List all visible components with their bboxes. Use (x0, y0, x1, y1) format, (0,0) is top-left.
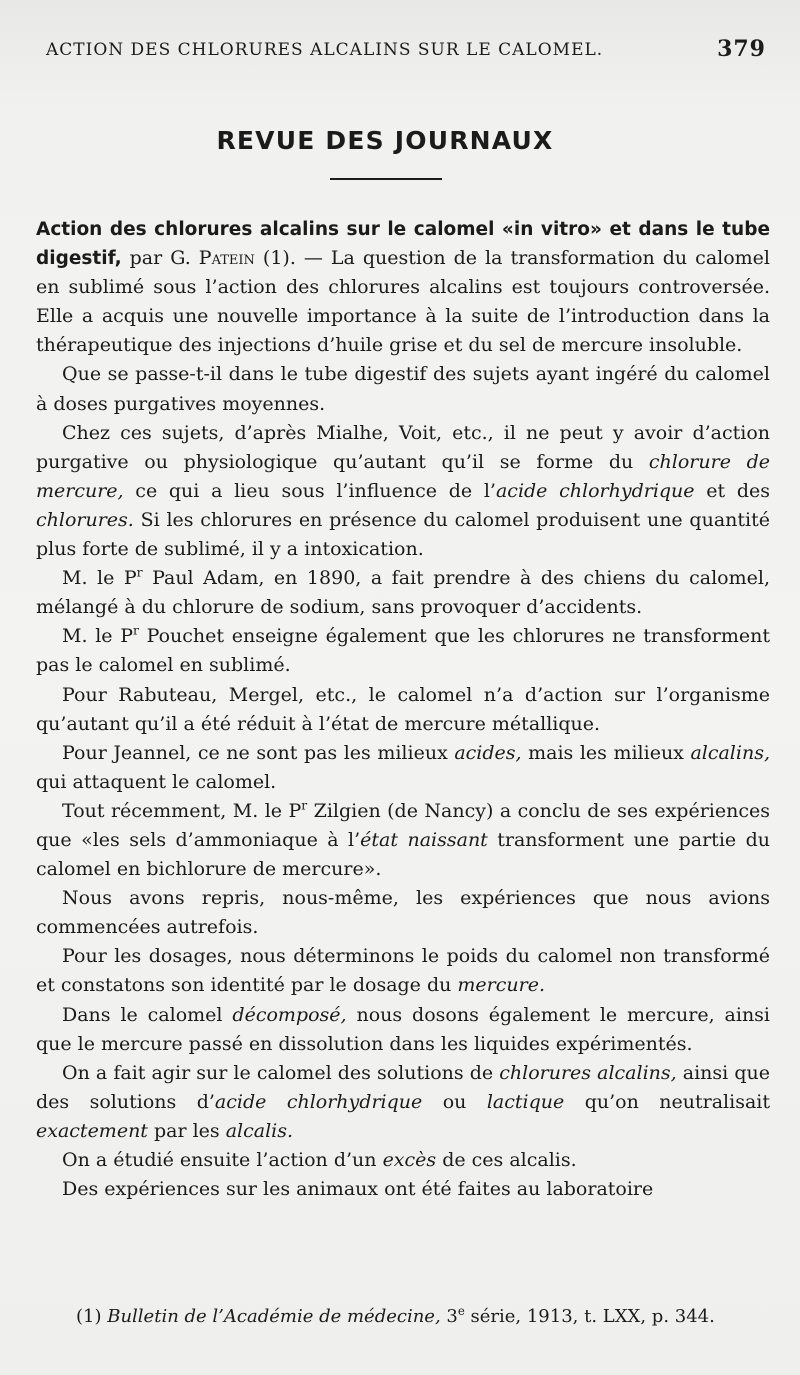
italic-run: alcalins, (690, 741, 770, 764)
article-body (36, 215, 770, 1204)
footnote-details: série, 1913, t. LXX, p. 344. (464, 1306, 715, 1327)
italic-run: alcalis. (225, 1119, 294, 1142)
text-run: qu’on neutralisait (564, 1090, 770, 1113)
title-rule (330, 178, 442, 180)
text-run: de ces alcalis. (436, 1149, 577, 1171)
paragraph-9: Nous avons repris, nous-même, les expériences que nous avions commencées autrefois. (36, 887, 770, 939)
article-title: Action des chlorures alcalins sur le calomel «in vitro» et dans le tube digestif, (36, 219, 770, 270)
text-run: Chez ces sujets, d’après Mialhe, Voit, etc., il ne peut y avoir d’action purgative ou physiologique qu’autant qu’il se forme du (36, 421, 770, 473)
paragraph-11 (36, 1001, 770, 1059)
text-run: Pour les dosages, nous déterminons le poids du calomel non transformé et constatons son identité par le dosage du (36, 945, 770, 997)
byline-prefix: par G. (121, 247, 199, 270)
text-run: nous dosons également le mercure, ainsi que le mercure passé en dissolution dans les liquides expérimentés. (36, 1003, 771, 1055)
italic-run: chlorures alcalins, (499, 1061, 677, 1084)
italic-run: acide chlorhydrique (214, 1090, 423, 1113)
italic-run: décomposé, (232, 1003, 347, 1026)
running-head-title: ACTION DES CHLORURES ALCALINS SUR LE CALOMEL. (46, 40, 604, 60)
italic-run: chlorures. (36, 508, 134, 531)
footnote (76, 1306, 770, 1327)
footnote-source: Bulletin de l’Académie de médecine, (107, 1306, 441, 1327)
text-run: ainsi que des solutions d’ (36, 1061, 770, 1113)
text-run: mais les milieux (521, 741, 691, 764)
italic-run: exactement (36, 1119, 148, 1142)
italic-run: mercure. (457, 974, 545, 997)
text-run: Pouchet enseigne également que les chlorures ne transforment pas le calomel en sublimé. (36, 625, 770, 677)
author-name: Patein (198, 247, 255, 270)
text-run: ce qui a lieu sous l’influence de l’ (123, 479, 496, 502)
paragraph-4 (36, 564, 770, 622)
paragraph-13 (36, 1146, 770, 1175)
italic-run: chlorure de mercure, (36, 450, 770, 502)
text-run: Tout récemment, M. le P (62, 799, 302, 822)
paragraph-6: Pour Rabuteau, Mergel, etc., le calomel n’a d’action sur l’organisme qu’autant qu’il a été réduit à l’état de mercure métallique. (36, 683, 770, 735)
running-head (46, 36, 766, 66)
text-run: Zilgien (de Nancy) a conclu de ses expériences que «les sels d’ammoniaque à l’ (36, 799, 770, 851)
text-run: Dans le calomel (62, 1003, 233, 1026)
italic-run: état naissant (360, 828, 488, 851)
text-run: qui attaquent le calomel. (36, 770, 277, 793)
paragraph-10 (36, 942, 770, 1000)
italic-run: lactique (486, 1090, 565, 1113)
text-run: Pour Jeannel, ce ne sont pas les milieux (62, 741, 455, 764)
footnote-marker: (1) (76, 1306, 108, 1327)
paragraph-5 (36, 622, 770, 680)
text-run: par les (147, 1119, 226, 1142)
text-run: Paul Adam, en 1890, a fait prendre à des chiens du calomel, mélangé à du chlorure de sodium, sans provoquer d’accidents. (36, 567, 770, 619)
italic-run: acides, (454, 741, 522, 764)
section-title: REVUE DES JOURNAUX (216, 126, 554, 155)
text-run: transforment une partie du calomel en bichlorure de mercure». (36, 828, 770, 881)
text-run: ou (422, 1090, 487, 1113)
footnote-superscript: e (457, 1304, 465, 1318)
superscript: r (133, 623, 139, 638)
superscript: r (136, 565, 143, 580)
text-run: M. le P (62, 625, 133, 648)
paragraph-1-text: La question de la transformation du calomel en sublimé sous l’action des chlorures alcalins est toujours controversée. Elle a acquis une nouvelle importance à la suite de l’introduction dans la thérapeutique des injections d’huile grise et du sel de mercure insoluble. (36, 247, 770, 357)
footnote-ref: (1). — (254, 247, 331, 270)
paragraph-12 (36, 1059, 770, 1146)
paragraph-7 (36, 739, 770, 797)
paragraph-14: Des expériences sur les animaux ont été faites au laboratoire (62, 1178, 654, 1201)
text-run: Si les chlorures en présence du calomel produisent une quantité plus forte de sublimé, il y a intoxication. (36, 508, 770, 561)
footnote-series-number: 3 (440, 1306, 458, 1327)
paragraph-1 (36, 215, 770, 360)
paragraph-2: Que se passe-t-il dans le tube digestif des sujets ayant ingéré du calomel à doses purgatives moyennes. (36, 363, 770, 415)
text-run: et des (694, 479, 770, 502)
italic-run: acide chlorhydrique (495, 479, 695, 502)
italic-run: excès (382, 1149, 437, 1171)
text-run: M. le P (62, 567, 137, 590)
text-run: On a fait agir sur le calomel des solutions de (62, 1061, 500, 1084)
paragraph-8 (36, 797, 770, 884)
superscript: r (301, 798, 308, 813)
page-number: 379 (717, 36, 766, 62)
paragraph-3 (36, 419, 770, 564)
text-run: On a étudié ensuite l’action d’un (62, 1149, 383, 1171)
